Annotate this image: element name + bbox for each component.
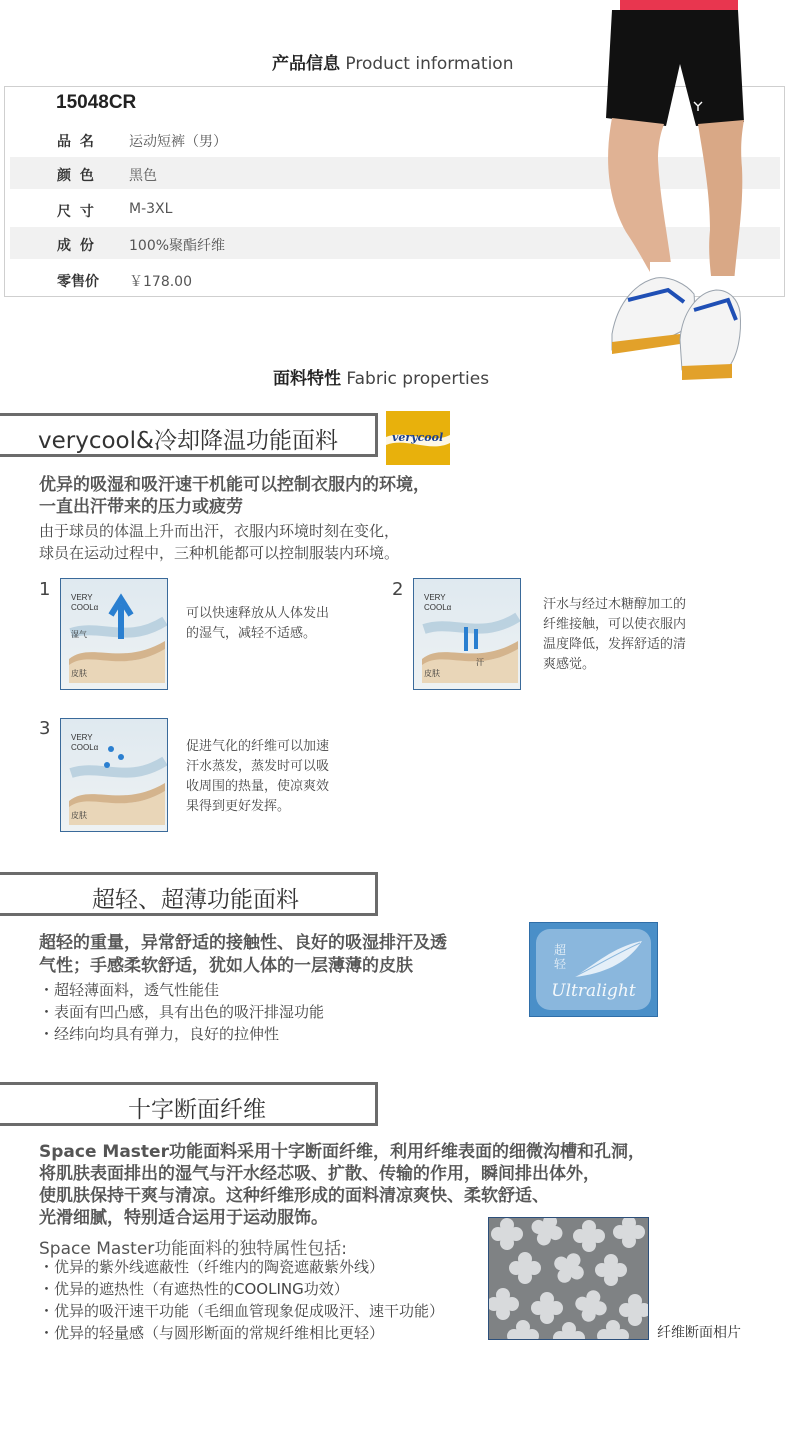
s3-subtitle: Space Master功能面料的独特属性包括: <box>39 1239 347 1259</box>
s2-bullet: ・超轻薄面料，透气性能佳 <box>39 981 220 999</box>
panel-brand: VERY COOLα <box>424 593 452 612</box>
feather-icon <box>572 937 644 981</box>
info-value: 黑色 <box>129 168 157 184</box>
cooling-diagram-2 <box>413 578 521 690</box>
item-desc: 可以快速释放从人体发出 的湿气，减轻不适感。 <box>186 606 330 641</box>
fabric-title-en: Fabric properties <box>346 369 490 389</box>
ultralight-text: Ultralight <box>551 981 636 1001</box>
s2-bold-line: 超轻的重量，异常舒适的接触性、良好的吸湿排汗及透 <box>39 933 447 953</box>
s3-bold-line: 光滑细腻，特别适合运用于运动服饰。 <box>39 1208 328 1228</box>
s2-bullet: ・经纬向均具有弹力，良好的拉伸性 <box>39 1025 280 1043</box>
s1-normal-line: 球员在运动过程中，三种机能都可以控制服装内环境。 <box>39 544 400 562</box>
product-info-title-cn: 产品信息 <box>272 54 340 74</box>
item-desc: 汗水与经过木糖醇加工的 纤维接触，可以使衣服内 温度降低，发挥舒适的清 爽感觉。 <box>543 597 687 672</box>
s3-bold-line: 将肌肤表面排出的湿气与汗水经芯吸、扩散、传输的作用，瞬间排出体外， <box>39 1164 600 1184</box>
panel-brand: VERY COOLα <box>71 733 99 752</box>
s2-bold-line: 气性；手感柔软舒适，犹如人体的一层薄薄的皮肤 <box>39 956 413 976</box>
verycool-logo <box>386 411 450 465</box>
fabric-title-cn: 面料特性 <box>273 369 341 389</box>
fabric-title <box>273 364 489 389</box>
cooling-diagram-3 <box>60 718 168 832</box>
product-info-title-en: Product information <box>345 54 514 74</box>
info-label: 颜 色 <box>57 168 96 184</box>
info-value: 运动短裤（男） <box>129 134 227 150</box>
item-number: 2 <box>392 579 404 600</box>
s1-bold-line: 一直出汗带来的压力或疲劳 <box>39 497 243 517</box>
info-value: 100%聚酯纤维 <box>129 238 226 254</box>
info-value: ￥178.00 <box>129 274 192 290</box>
info-label: 品 名 <box>57 134 96 150</box>
s1-normal-line: 由于球员的体温上升而出汗，衣服内环境时刻在变化， <box>39 522 400 540</box>
s2-bullet: ・表面有凹凸感，具有出色的吸汗排湿功能 <box>39 1003 325 1021</box>
verycool-logo-text: verycool <box>392 431 444 444</box>
ultralight-cn: 超 轻 <box>554 943 567 971</box>
section-header-ultralight <box>0 872 378 916</box>
section-header-verycool <box>0 413 378 457</box>
s3-bullet: ・优异的轻量感（与圆形断面的常规纤维相比更轻） <box>39 1324 385 1342</box>
cooling-diagram-1 <box>60 578 168 690</box>
section-header-fiber <box>0 1082 378 1126</box>
fiber-cross-section-photo <box>488 1217 649 1340</box>
ultralight-badge <box>529 922 658 1017</box>
panel-skin-label: 皮肤 <box>424 669 440 678</box>
panel-skin-label: 皮肤 <box>71 669 87 678</box>
product-code: 15048CR <box>56 92 137 113</box>
info-label: 尺 寸 <box>57 204 96 220</box>
s3-bullet: ・优异的吸汗速干功能（毛细血管现象促成吸汗、速干功能） <box>39 1302 445 1320</box>
item-number: 1 <box>39 579 51 600</box>
s1-bold-line: 优异的吸湿和吸汗速干机能可以控制衣服内的环境， <box>39 475 430 495</box>
section-header-text: 超轻、超薄功能面料 <box>92 887 299 913</box>
s3-bold-line: 使肌肤保持干爽与清凉。这种纤维形成的面料清凉爽快、柔软舒适、 <box>39 1186 549 1206</box>
product-info-title <box>272 49 513 74</box>
section-header-text: 十字断面纤维 <box>128 1097 266 1123</box>
panel-sweat-label: 汗 <box>476 658 484 667</box>
model-photo <box>598 0 758 388</box>
item-number: 3 <box>39 718 51 739</box>
info-value: M-3XL <box>129 201 173 217</box>
s3-bold-line: Space Master功能面料采用十字断面纤维，利用纤维表面的细微沟槽和孔洞， <box>39 1142 645 1162</box>
panel-moisture-label: 湿气 <box>71 630 87 639</box>
s3-bullet: ・优异的紫外线遮蔽性（纤维内的陶瓷遮蔽紫外线） <box>39 1258 385 1276</box>
fiber-photo-caption: 纤维断面相片 <box>657 1325 741 1341</box>
info-label: 成 份 <box>57 238 96 254</box>
s3-bullet: ・优异的遮热性（有遮热性的COOLING功效） <box>39 1280 349 1298</box>
info-label: 零售价 <box>57 274 99 290</box>
section-header-text: verycool&冷却降温功能面料 <box>38 428 338 454</box>
panel-skin-label: 皮肤 <box>71 811 87 820</box>
panel-brand: VERY COOLα <box>71 593 99 612</box>
item-desc: 促进气化的纤维可以加速 汗水蒸发，蒸发时可以吸 收周围的热量，使凉爽效 果得到更好发挥。 <box>186 739 330 814</box>
